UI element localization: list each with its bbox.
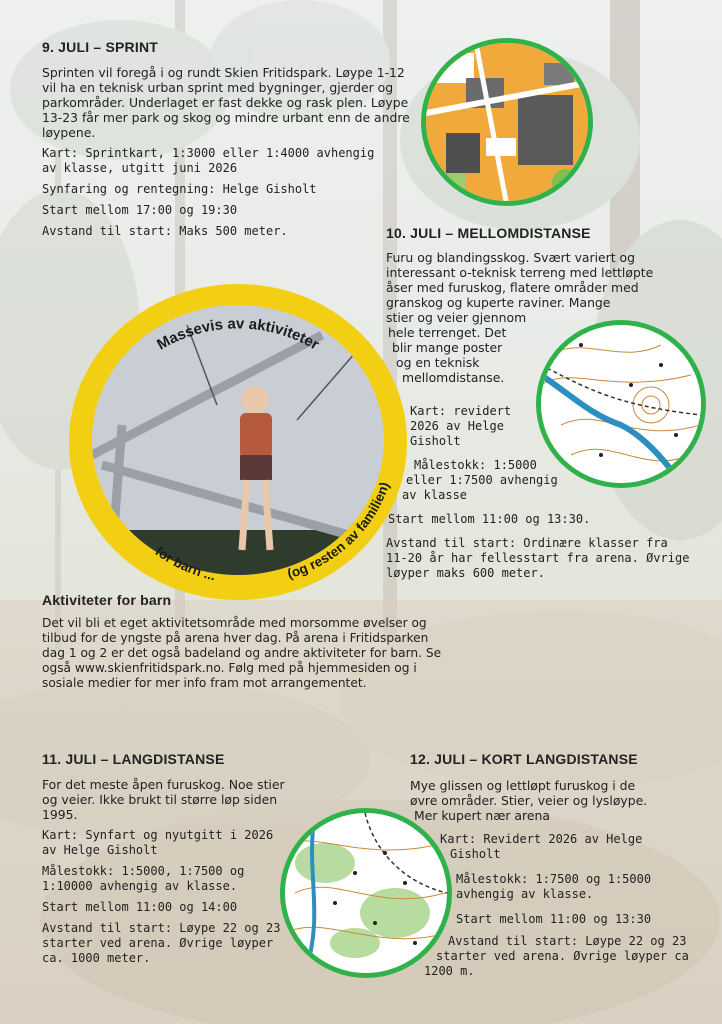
map-info: Kart: Sprintkart, 1:3000 eller 1:4000 avhengig av klasse, utgitt juni 2026 (42, 146, 375, 175)
svg-text:Massevis av aktiviteter (154, 315, 322, 353)
ring-top-text: Massevis av aktiviteter (154, 315, 323, 354)
sprint-map-image (421, 38, 593, 206)
text-line: av klasse (402, 488, 468, 502)
text-line: øvre områder. Stier, veier og lysløype. (410, 793, 648, 808)
middle-distance-map-image (536, 320, 706, 488)
text-line: Målestokk: 1:7500 og 1:5000 (456, 872, 652, 886)
section-july-10-map (410, 404, 550, 449)
text-line: starter ved arena. Øvrige løyper ca (436, 949, 689, 963)
svg-text:for barn ... (153, 543, 217, 583)
text-line: åser med furuskog, flatere områder med (386, 280, 639, 295)
svg-text:(og resten av familien) (286, 480, 393, 581)
distance-to-start: Avstand til start: Maks 500 meter. (42, 224, 288, 238)
start-time: Start mellom 11:00 og 13:30. (388, 512, 591, 526)
section-july-10 (386, 226, 716, 251)
text-line: Mer kupert nær arena (414, 808, 550, 823)
start-time: Start mellom 11:00 og 13:30 (456, 912, 652, 926)
start-time: Start mellom 17:00 og 19:30 (42, 203, 238, 217)
section-july-12-scale (456, 872, 706, 902)
section-title: Aktiviteter for barn (42, 592, 172, 608)
section-july-10-scale (404, 458, 584, 503)
map-info: Kart: Synfart og nyutgitt i 2026 av Helge Gisholt (42, 828, 274, 857)
description: For det meste åpen furuskog. Noe stier og veier. Ikke brukt til større løp siden 1995. (42, 777, 285, 822)
text-line: Furu og blandingsskog. Svært variert og (386, 250, 635, 265)
activities-ring-text (69, 284, 407, 600)
section-title: 10. JULI – MELLOMDISTANSE (386, 225, 591, 241)
section-july-10-distance (386, 536, 716, 581)
text-line: 11-20 år har fellesstart fra arena. Øvrige (386, 551, 690, 565)
text-line: blir mange poster (392, 340, 503, 355)
text-line: løyper maks 600 meter. (386, 566, 545, 580)
survey-info: Synfaring og rentegning: Helge Gisholt (42, 182, 317, 196)
text-line: hele terrenget. Det (388, 325, 507, 340)
scale-info: Målestokk: 1:5000, 1:7500 og 1:10000 avhengig av klasse. (42, 864, 245, 893)
distance-to-start: Avstand til start: Løype 22 og 23 starter ved arena. Øvrige løyper ca. 1000 meter. (42, 921, 281, 965)
text-line: stier og veier gjennom (386, 310, 527, 325)
text-line: Mye glissen og lettløpt furuskog i de (410, 778, 636, 793)
text-line: Kart: revidert (410, 404, 512, 418)
section-july-12 (410, 752, 710, 777)
text-line: Kart: Revidert 2026 av Helge (440, 832, 643, 846)
description: Sprinten vil foregå i og rundt Skien Fritidspark. Løype 1-12 vil ha en teknisk urban sprint med bygninger, gjerder og parkområder. Underlaget er fast dekke og rask plen. Løype 13-23 får mer park og skog og mindre urbant enn de andre løypene. (42, 65, 410, 140)
text-line: 2026 av Helge (410, 419, 504, 433)
description: Det vil bli et eget aktivitetsområde med morsomme øvelser og tilbud for de yngste på arena hver dag. På arena i Fritidsparken dag 1 og 2 er det også badeland og andre aktiviteter for barn. Se også www.skienfritidspark.no. Følg med på hjemmesiden og i sosiale medier for mer info fram mot arrangementet. (42, 616, 442, 690)
text-line: Gisholt (450, 847, 501, 861)
text-line: eller 1:7500 avhengig (406, 473, 558, 487)
text-line: avhengig av klasse. (456, 887, 594, 901)
section-title: 9. JULI – SPRINT (42, 39, 159, 55)
section-activities (42, 593, 462, 697)
section-title: 11. JULI – LANGDISTANSE (42, 751, 225, 767)
text-line: 1200 m. (424, 964, 475, 978)
text-line: og en teknisk (396, 355, 480, 370)
text-line: Gisholt (410, 434, 461, 448)
text-line: mellomdistanse. (402, 370, 505, 385)
text-line: interessant o-teknisk terreng med lettløpte (386, 265, 654, 280)
section-july-9 (42, 40, 422, 245)
section-july-12-description (410, 778, 710, 823)
start-time: Start mellom 11:00 og 14:00 (42, 900, 238, 914)
section-july-11 (42, 752, 304, 972)
section-july-12-distance (424, 934, 714, 979)
ring-right-text: (og resten av familien) (285, 480, 393, 582)
ring-left-text: for barn ... (152, 543, 217, 584)
text-line: Målestokk: 1:5000 (414, 458, 537, 472)
text-line: Avstand til start: Ordinære klasser fra (386, 536, 668, 550)
text-line: granskog og kuperte raviner. Mange (386, 295, 611, 310)
text-line: Avstand til start: Løype 22 og 23 (448, 934, 687, 948)
section-july-10-start (388, 512, 708, 527)
section-july-12-map (440, 832, 700, 862)
section-july-12-start (456, 912, 706, 927)
section-title: 12. JULI – KORT LANGDISTANSE (410, 751, 638, 767)
